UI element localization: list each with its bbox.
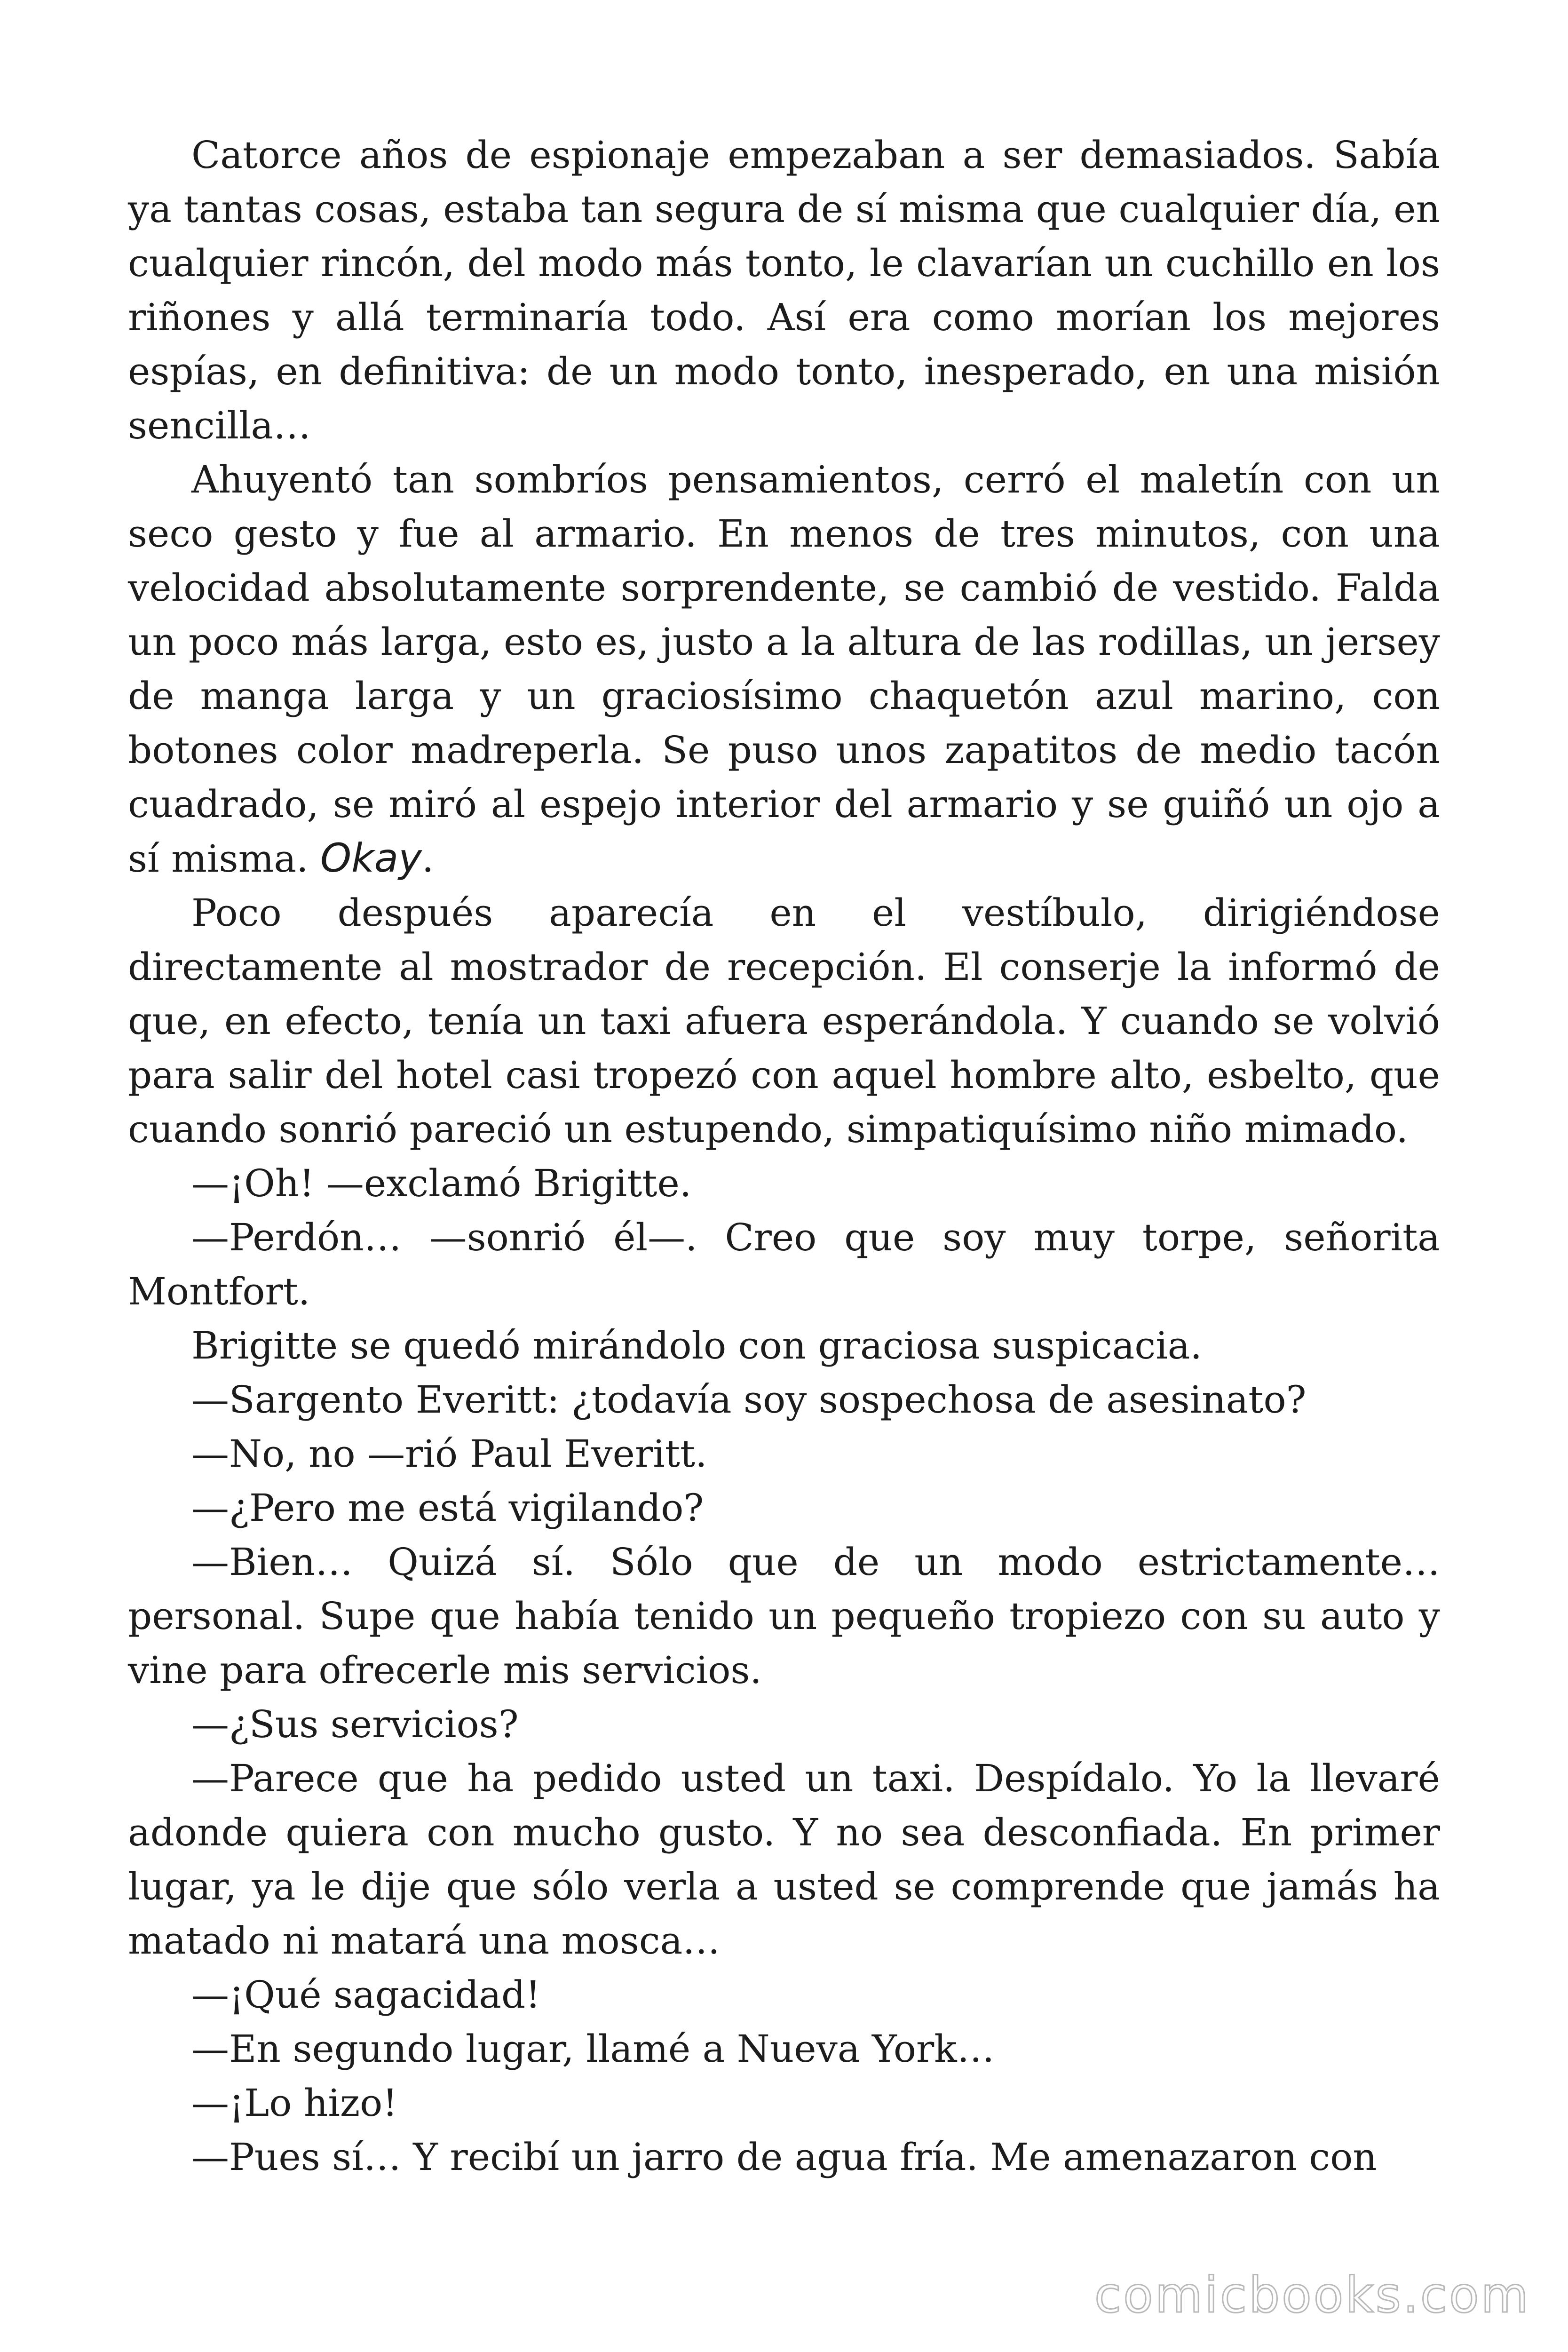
emphasis-okay: Okay: [320, 835, 422, 881]
watermark: comicbooks.com: [1094, 2266, 1530, 2324]
dialogue-line: —Perdón… —sonrió él—. Creo que soy muy torpe, señorita Montfort.: [128, 1216, 1440, 1313]
dialogue-line: —¡Oh! —exclamó Brigitte.: [191, 1161, 692, 1205]
dialogue-line: —¡Lo hizo!: [191, 2081, 398, 2125]
paragraph-2-end: .: [421, 837, 434, 881]
paragraph-1: Catorce años de espionaje empezaban a ser demasiados. Sabía ya tantas cosas, estaba tan segura de sí misma que cualquier día, en cualquier rincón, del modo más tonto, le clavarían un cuchillo en los riñones y allá terminaría todo. Así era como morían los mejores espías, en definitiva: de un modo tonto, inesperado, en una misión sencilla…: [128, 133, 1440, 447]
paragraph-2: [128, 453, 1440, 886]
dialogue-line: —No, no —rió Paul Everitt.: [191, 1432, 707, 1476]
dialogue-line: —Sargento Everitt: ¿todavía soy sospechosa de asesinato?: [191, 1378, 1307, 1422]
dialogue-line: —Pues sí… Y recibí un jarro de agua fría. Me amenazaron con: [191, 2135, 1377, 2179]
dialogue-line: —Bien… Quizá sí. Sólo que de un modo estrictamente… personal. Supe que había tenido un pequeño tropiezo con su auto y vine para ofrecerle mis servicios.: [128, 1540, 1440, 1692]
paragraph-2-text: Ahuyentó tan sombríos pensamientos, cerró el maletín con un seco gesto y fue al armario. En menos de tres minutos, con una velocidad absolutamente sorprendente, se cambió de vestido. Falda un poco más larga, esto es, justo a la altura de las rodillas, un jersey de manga larga y un graciosísimo chaquetón azul marino, con botones color madreperla. Se puso unos zapatitos de medio tacón cuadrado, se miró al espejo interior del armario y se guiñó un ojo a sí misma.: [128, 458, 1440, 881]
dialogue-line: —¿Pero me está vigilando?: [191, 1486, 704, 1530]
dialogue-line: —¡Qué sagacidad!: [191, 1973, 541, 2017]
dialogue-line: —¿Sus servicios?: [191, 1702, 519, 1746]
page-body: [128, 128, 1440, 2184]
dialogue-line: —En segundo lugar, llamé a Nueva York…: [191, 2027, 995, 2071]
dialogue-line: —Parece que ha pedido usted un taxi. Despídalo. Yo la llevaré adonde quiera con mucho gusto. Y no sea desconfiada. En primer lugar, ya le dije que sólo verla a usted se comprende que jamás ha matado ni matará una mosca…: [128, 1756, 1440, 1963]
narration-line: Brigitte se quedó mirándolo con graciosa suspicacia.: [191, 1324, 1202, 1367]
paragraph-3: Poco después aparecía en el vestíbulo, dirigiéndose directamente al mostrador de recepción. El conserje la informó de que, en efecto, tenía un taxi afuera esperándola. Y cuando se volvió para salir del hotel casi tropezó con aquel hombre alto, esbelto, que cuando sonrió pareció un estupendo, simpatiquísimo niño mimado.: [128, 891, 1440, 1151]
